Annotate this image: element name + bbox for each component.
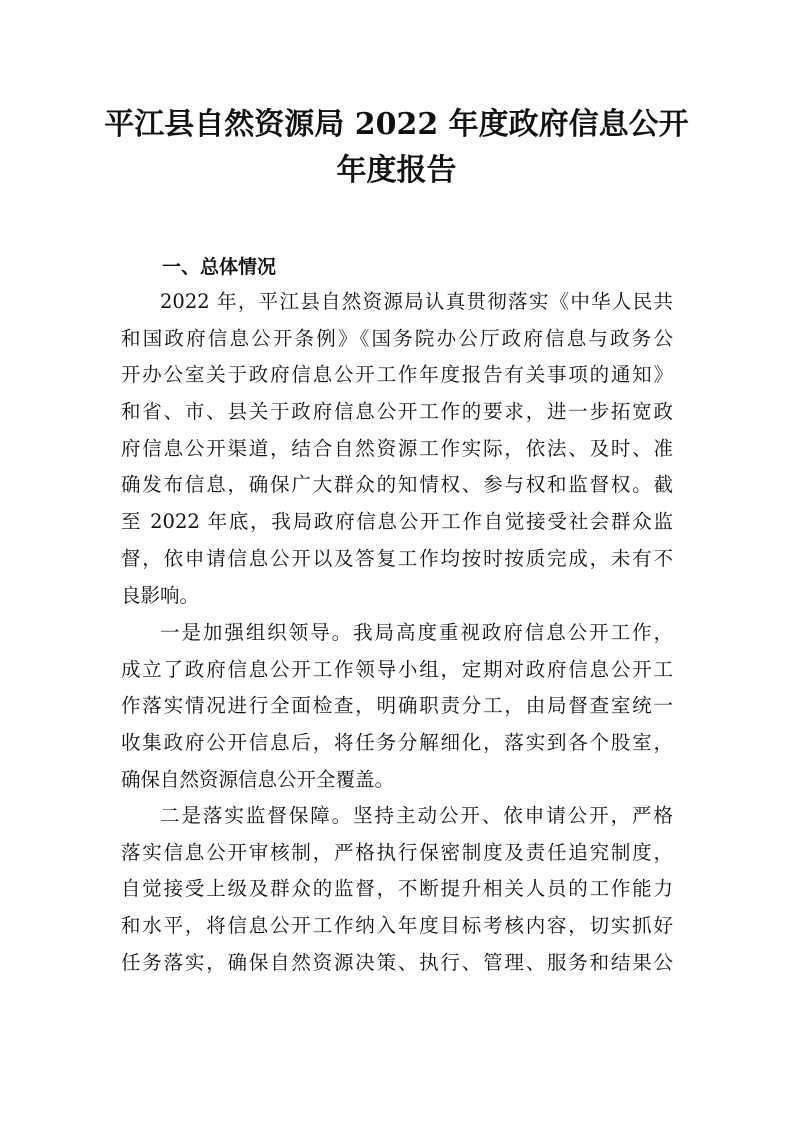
paragraph-line: 一是加强组织领导。我局高度重视政府信息公开工作，	[160, 621, 673, 644]
paragraph-line: 至 2022 年底，我局政府信息公开工作自觉接受社会群众监	[121, 510, 673, 534]
paragraph-line: 督，依申请信息公开以及答复工作均按时按质完成，未有不	[121, 546, 673, 570]
paragraph-line: 任务落实，确保自然资源决策、执行、管理、服务和结果公	[121, 950, 673, 974]
paragraph-line: 落实信息公开审核制，严格执行保密制度及责任追究制度，	[121, 840, 673, 864]
paragraph-line: 和水平，将信息公开工作纳入年度目标考核内容，切实抓好	[121, 914, 673, 938]
document-title-line-1: 平江县自然资源局 2022 年度政府信息公开	[104, 107, 689, 142]
section-heading-overview: 一、总体情况	[162, 256, 277, 278]
paragraph-organization-leadership	[121, 615, 673, 798]
paragraph-overview	[121, 284, 673, 614]
paragraph-line: 2022 年，平江县自然资源局认真贯彻落实《中华人民共	[160, 290, 673, 313]
paragraph-line: 作落实情况进行全面检查，明确职责分工，由局督查室统一	[121, 694, 673, 718]
paragraph-line: 收集政府公开信息后，将任务分解细化，落实到各个股室，	[121, 731, 673, 755]
paragraph-line: 府信息公开渠道，结合自然资源工作实际，依法、及时、准	[121, 436, 673, 460]
paragraph-line: 确保自然资源信息公开全覆盖。	[121, 767, 395, 791]
paragraph-supervision-guarantee	[121, 798, 673, 981]
paragraph-line: 确发布信息，确保广大群众的知情权、参与权和监督权。截	[121, 473, 673, 497]
paragraph-line: 二是落实监督保障。坚持主动公开、依申请公开，严格	[160, 804, 673, 827]
paragraph-line: 成立了政府信息公开工作领导小组，定期对政府信息公开工	[121, 657, 673, 681]
paragraph-line: 和省、市、县关于政府信息公开工作的要求，进一步拓宽政	[121, 400, 673, 424]
paragraph-line: 和国政府信息公开条例》《国务院办公厅政府信息与政务公	[121, 326, 673, 350]
paragraph-line: 良影响。	[121, 583, 200, 607]
document-title-line-2: 年度报告	[336, 153, 457, 188]
paragraph-line: 开办公室关于政府信息公开工作年度报告有关事项的通知》	[121, 363, 673, 387]
paragraph-line: 自觉接受上级及群众的监督，不断提升相关人员的工作能力	[121, 877, 673, 901]
